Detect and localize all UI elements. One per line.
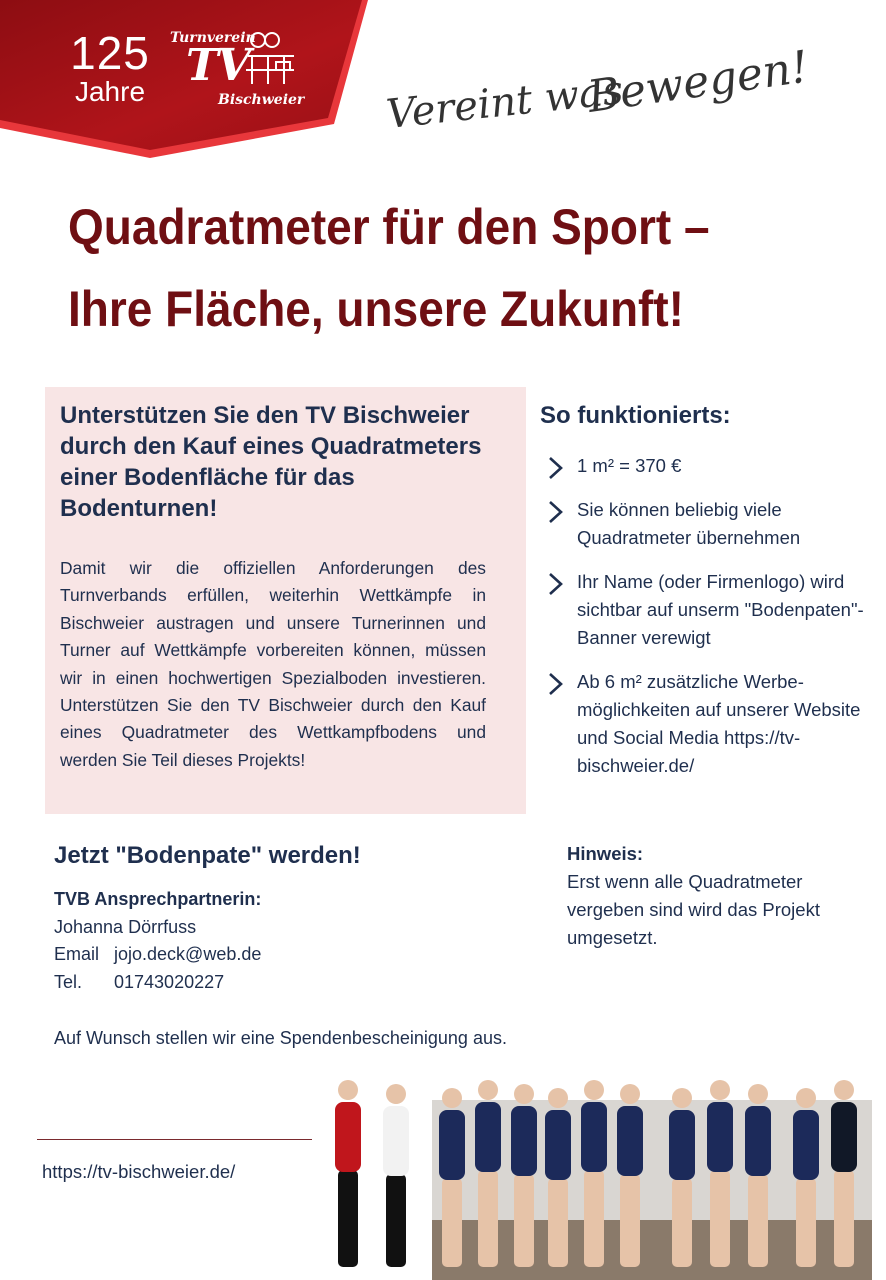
how-it-works-title: So funktionierts:: [540, 402, 731, 429]
donation-note: Auf Wunsch stellen wir eine Spendenbescheinigung aus.: [54, 1028, 507, 1048]
logo-text-main: TV: [186, 40, 249, 91]
list-item-text: Ab 6 m² zusätzliche Werbe-möglichkeiten auf unserer Website und Social Media https://tv-bischweier.de/: [577, 671, 861, 776]
support-heading: Unterstützen Sie den TV Bischweier durch den Kauf eines Quadratmeters einer Bodenfläche für das Bodenturnen!: [60, 402, 482, 522]
email-label: Email: [54, 944, 100, 965]
person-figure: [831, 1080, 857, 1267]
title-line-2: Ihre Fläche, unsere Zukunft!: [68, 281, 684, 337]
anniversary-word: Jahre: [74, 76, 146, 107]
contact-label: TVB Ansprechpartnerin:: [54, 889, 262, 909]
cta-heading: Jetzt "Bodenpate" werden!: [54, 842, 361, 869]
list-item-text: 1 m² = 370 €: [577, 455, 682, 476]
page-title: [68, 186, 804, 350]
anniversary-number: 125: [70, 27, 150, 79]
support-body: Damit wir die offiziellen Anforderungen des Turnverbands erfüllen, weiterhin Wettkämpfe in Bischweier austragen und unsere Turnerinnen und Turner auf Wettkämpfe vorbereiten können, müssen wir in einen hochwertigen Spezialboden investieren. Unterstützen Sie den TV Bischweier durch den Kauf eines Quadratmeter des Wettkampfbodens und werden Sie Teil dieses Projekts!: [60, 558, 486, 770]
website-link[interactable]: https://tv-bischweier.de/: [42, 1161, 236, 1182]
list-item-text: Ihr Name (oder Firmenlogo) wird sichtbar auf unserm "Bodenpaten"-Banner verewigt: [577, 571, 864, 648]
logo-text-top: Turnverein: [170, 30, 256, 46]
chevron-right-icon: [544, 671, 566, 697]
note-block: [567, 840, 867, 952]
list-item-text: Sie können beliebig viele Quadratmeter übernehmen: [577, 499, 801, 548]
person-figure: [335, 1080, 361, 1267]
person-figure: [669, 1088, 695, 1267]
chevron-right-icon: [544, 499, 566, 525]
person-figure: [581, 1080, 607, 1267]
list-item: [540, 668, 880, 780]
contact-block: [54, 886, 261, 996]
phone-number[interactable]: 01743020227: [114, 971, 225, 992]
title-line-1: Quadratmeter für den Sport –: [68, 199, 710, 255]
chevron-right-icon: [544, 455, 566, 481]
chevron-right-icon: [544, 571, 566, 597]
team-photo: [312, 1070, 872, 1280]
note-label: Hinweis:: [567, 843, 644, 864]
email-link[interactable]: jojo.deck@web.de: [114, 944, 262, 965]
contact-name: Johanna Dörrfuss: [54, 916, 197, 937]
list-item: [540, 452, 880, 480]
list-item: [540, 568, 880, 652]
person-figure: [439, 1088, 465, 1267]
slogan-part1: Vereint was: [384, 67, 626, 138]
list-item: [540, 496, 880, 552]
person-figure: [475, 1080, 501, 1267]
person-figure: [545, 1088, 571, 1267]
slogan-part2: Bewegen!: [584, 41, 812, 123]
anniversary-badge: [62, 27, 158, 108]
person-figure: [707, 1080, 733, 1267]
phone-label: Tel.: [54, 971, 83, 992]
logo-text-bottom: Bischweier: [218, 92, 305, 108]
person-figure: [793, 1088, 819, 1267]
slogan: [380, 32, 812, 142]
note-text: Erst wenn alle Quadratmeter vergeben sind wird das Projekt umgesetzt.: [567, 871, 820, 948]
how-it-works-list: [540, 452, 880, 796]
divider: [37, 1139, 332, 1140]
